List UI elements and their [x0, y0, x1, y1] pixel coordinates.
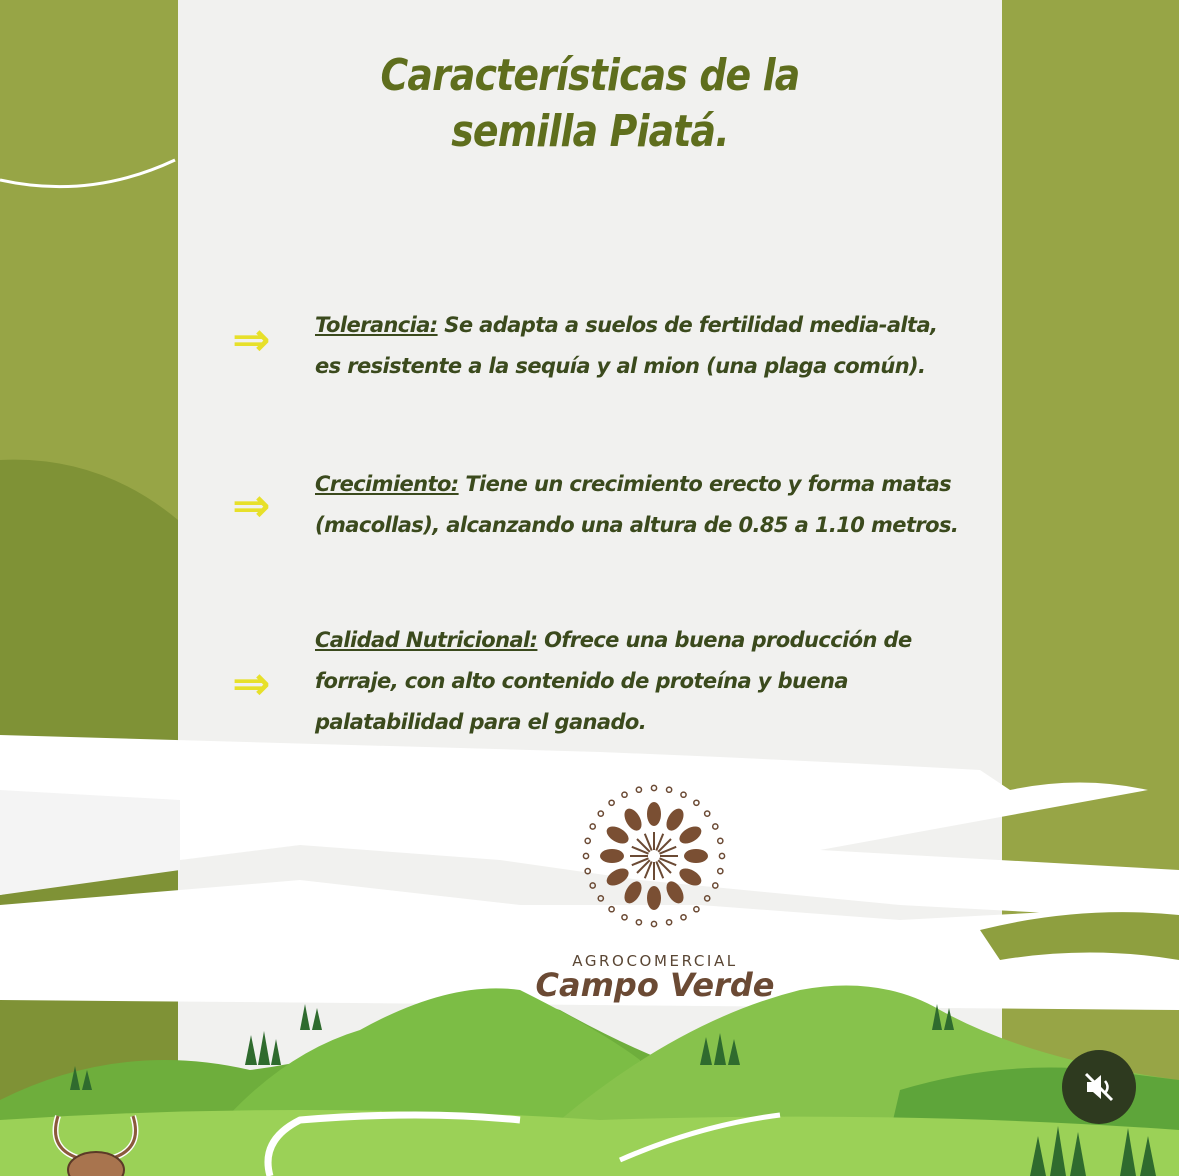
item-text: es resistente a la sequía y al mion (una plaga común). — [315, 354, 926, 378]
item-text: Se adapta a suelos de fertilidad media-alta, — [437, 313, 938, 337]
arrow-icon: ⇒ — [232, 478, 271, 532]
list-item-tolerancia — [315, 305, 975, 387]
mute-button[interactable] — [1062, 1050, 1136, 1124]
seed-sunburst-logo — [578, 780, 730, 932]
page-title — [178, 48, 1002, 160]
item-heading: Crecimiento: — [315, 472, 459, 496]
item-heading: Tolerancia: — [315, 313, 438, 337]
list-item-calidad — [315, 620, 975, 743]
item-text: (macollas), alcanzando una altura de 0.85 a 1.10 metros. — [315, 513, 959, 537]
item-text: Ofrece una buena producción de — [537, 628, 912, 652]
item-text: forraje, con alto contenido de proteína y buena — [315, 669, 848, 693]
arrow-icon: ⇒ — [232, 312, 271, 366]
list-item-crecimiento — [315, 464, 975, 546]
item-text: palatabilidad para el ganado. — [315, 710, 647, 734]
brand-subtitle: AGROCOMERCIAL — [572, 952, 738, 970]
title-line-2: semilla Piatá. — [451, 106, 729, 157]
arrow-icon: ⇒ — [232, 656, 271, 710]
speaker-muted-icon — [1081, 1069, 1117, 1105]
brand-name: Campo Verde — [535, 966, 775, 1004]
item-text: Tiene un crecimiento erecto y forma matas — [458, 472, 952, 496]
bull-mascot-icon — [48, 1108, 143, 1176]
item-heading: Calidad Nutricional: — [315, 628, 538, 652]
title-line-1: Características de la — [380, 50, 800, 101]
